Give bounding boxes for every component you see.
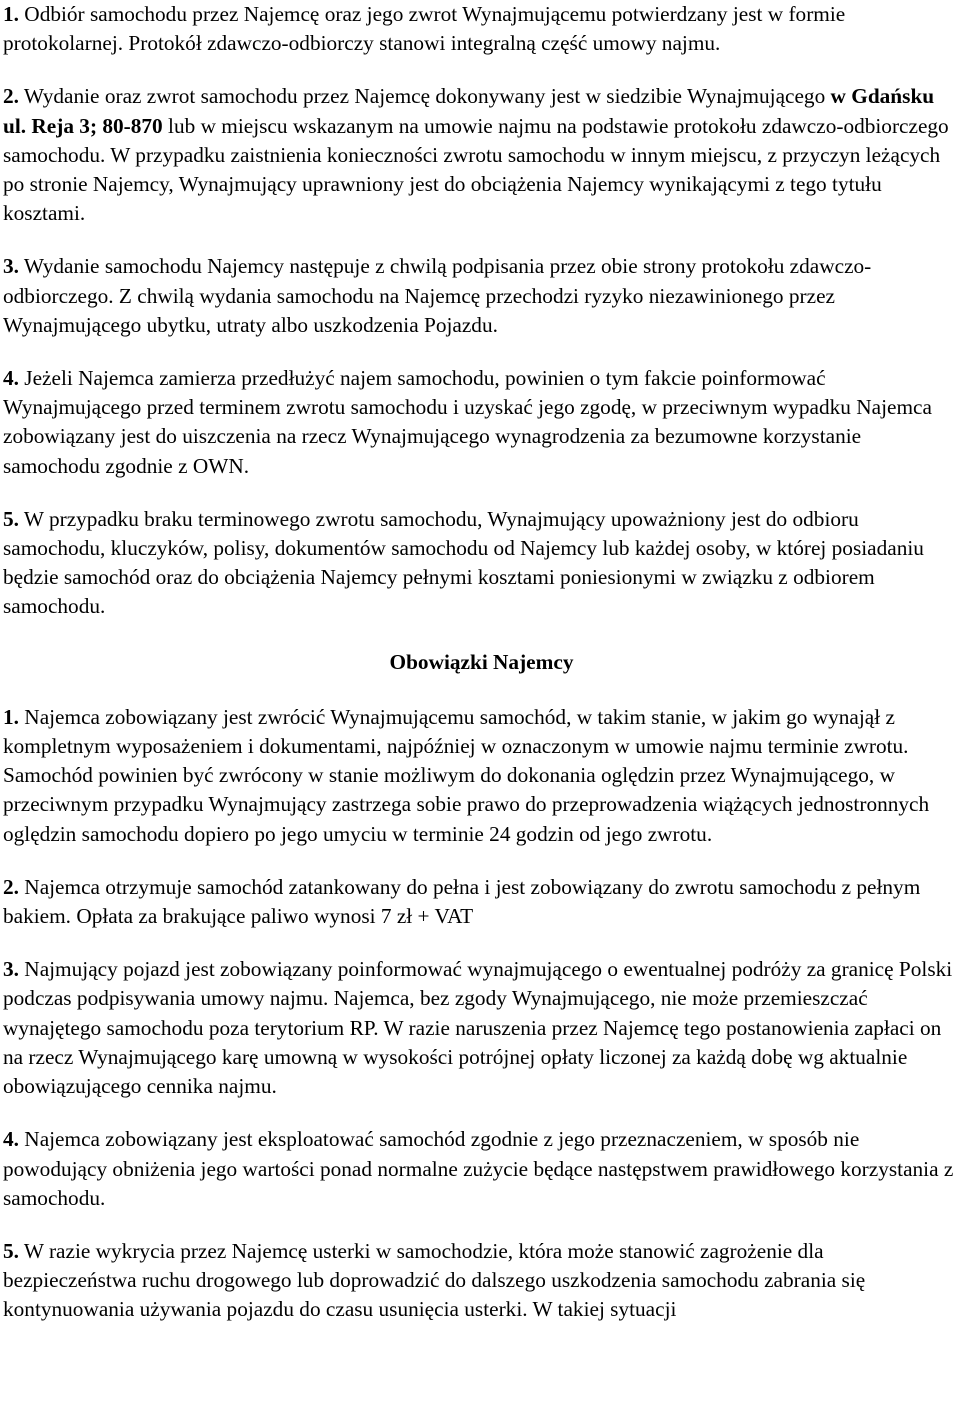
document-page	[3, 0, 960, 1325]
obligation-paragraph-5	[3, 1237, 960, 1325]
return-paragraph-1	[3, 0, 960, 58]
paragraph-number: 3.	[3, 957, 19, 982]
paragraph-number: 1.	[3, 2, 19, 26]
paragraph-text: Najemca otrzymuje samochód zatankowany do pełna i jest zobowiązany do zwrotu samochodu z pełnym bakiem. Opłata za brakujące paliwo wynosi 7 zł + VAT	[3, 874, 921, 929]
paragraph-text: W przypadku braku terminowego zwrotu samochodu, Wynajmujący upoważniony jest do odbioru samochodu, kluczyków, polisy, dokumentów samochodu od Najemcy lub każdej osoby, w której posiadaniu będzie samochód oraz do obciążenia Najemcy pełnymi kosztami poniesionymi w związku z odbiorem samochodu.	[3, 506, 924, 619]
paragraph-number: 4.	[3, 1127, 19, 1152]
paragraph-text: Najmujący pojazd jest zobowiązany poinformować wynajmującego o ewentualnej podróży za granicę Polski podczas podpisywania umowy najmu. Najemca, bez zgody Wynajmującego, nie może przemieszczać wynajętego samochodu poza terytorium RP. W razie naruszenia przez Najemcę tego postanowienia zapłaci on na rzecz Wynajmującego karę umowną w wysokości potrójnej opłaty liczonej za każdą dobę wg aktualnie obowiązującego cennika najmu.	[3, 957, 953, 1099]
paragraph-number: 5.	[3, 506, 19, 531]
paragraph-number: 1.	[3, 704, 19, 729]
return-paragraph-3	[3, 252, 960, 340]
paragraph-text: Odbiór samochodu przez Najemcę oraz jego zwrot Wynajmującemu potwierdzany jest w formie protokolarnej. Protokół zdawczo-odbiorczy stanowi integralną część umowy najmu.	[3, 2, 846, 56]
paragraph-number: 3.	[3, 254, 19, 279]
paragraph-text: Najemca zobowiązany jest eksploatować samochód zgodnie z jego przeznaczeniem, w sposób nie powodujący obniżenia jego wartości ponad normalne zużycie będące następstwem prawidłowego korzystania z samochodu.	[3, 1127, 954, 1210]
obligation-paragraph-3	[3, 955, 960, 1101]
paragraph-number: 5.	[3, 1238, 19, 1263]
obligation-paragraph-4	[3, 1125, 960, 1213]
obligation-paragraph-1	[3, 703, 960, 849]
obligation-paragraph-2	[3, 873, 960, 931]
section-heading: Obowiązki Najemcy	[389, 649, 574, 674]
paragraph-text: Wydanie oraz zwrot samochodu przez Najemcę dokonywany jest w siedzibie Wynajmującego	[18, 84, 831, 109]
return-paragraph-4	[3, 364, 960, 481]
paragraph-text: Wydanie samochodu Najemcy następuje z chwilą podpisania przez obie strony protokołu zdawczo-odbiorczego. Z chwilą wydania samochodu na Najemcę przechodzi ryzyko niezawinionego przez Wynajmującego ubytku, utraty albo uszkodzenia Pojazdu.	[3, 254, 872, 337]
paragraph-text: W razie wykrycia przez Najemcę usterki w samochodzie, która może stanowić zagrożenie dla bezpieczeństwa ruchu drogowego lub doprowadzić do dalszego uszkodzenia samochodu zabrania się kontynuowania używania pojazdu do czasu usunięcia usterki. W takiej sytuacji	[3, 1238, 866, 1322]
return-paragraph-2	[3, 82, 960, 228]
paragraph-text-cont: lub w miejscu wskazanym na umowie najmu na podstawie protokołu zdawczo-odbiorczego samochodu. W przypadku zaistnienia konieczności zwrotu samochodu w innym miejscu, z przyczyn leżących po stronie Najemcy, Wynajmujący uprawniony jest do obciążenia Najemcy wynikającymi z tego tytułu kosztami.	[3, 113, 949, 226]
paragraph-text: Jeżeli Najemca zamierza przedłużyć najem samochodu, powinien o tym fakcie poinformować Wynajmującego przed terminem zwrotu samochodu i uzyskać jego zgodę, w przeciwnym wypadku Najemca zobowiązany jest do uiszczenia na rzecz Wynajmującego wynagrodzenia za bezumowne korzystanie samochodu zgodnie z OWN.	[3, 366, 932, 478]
location-address: w Gdańsku ul. Reja 3; 80-870	[3, 84, 935, 138]
paragraph-number: 2.	[3, 84, 19, 109]
return-paragraph-5	[3, 505, 960, 622]
paragraph-number: 4.	[3, 366, 19, 391]
paragraph-text: Najemca zobowiązany jest zwrócić Wynajmującemu samochód, w takim stanie, w jakim go wynajął z kompletnym wyposażeniem i dokumentami, najpóźniej w oznaczonym w umowie najmu terminie zwrotu. Samochód powinien być zwrócony w stanie możliwym do dokonania oględzin przez Wynajmującego, w przeciwnym przypadku Wynajmujący zastrzega sobie prawo do przeprowadzenia wiążących jednostronnych oględzin samochodu dopiero po jego umyciu w terminie 24 godzin od jego zwrotu.	[3, 704, 930, 846]
paragraph-number: 2.	[3, 874, 19, 899]
